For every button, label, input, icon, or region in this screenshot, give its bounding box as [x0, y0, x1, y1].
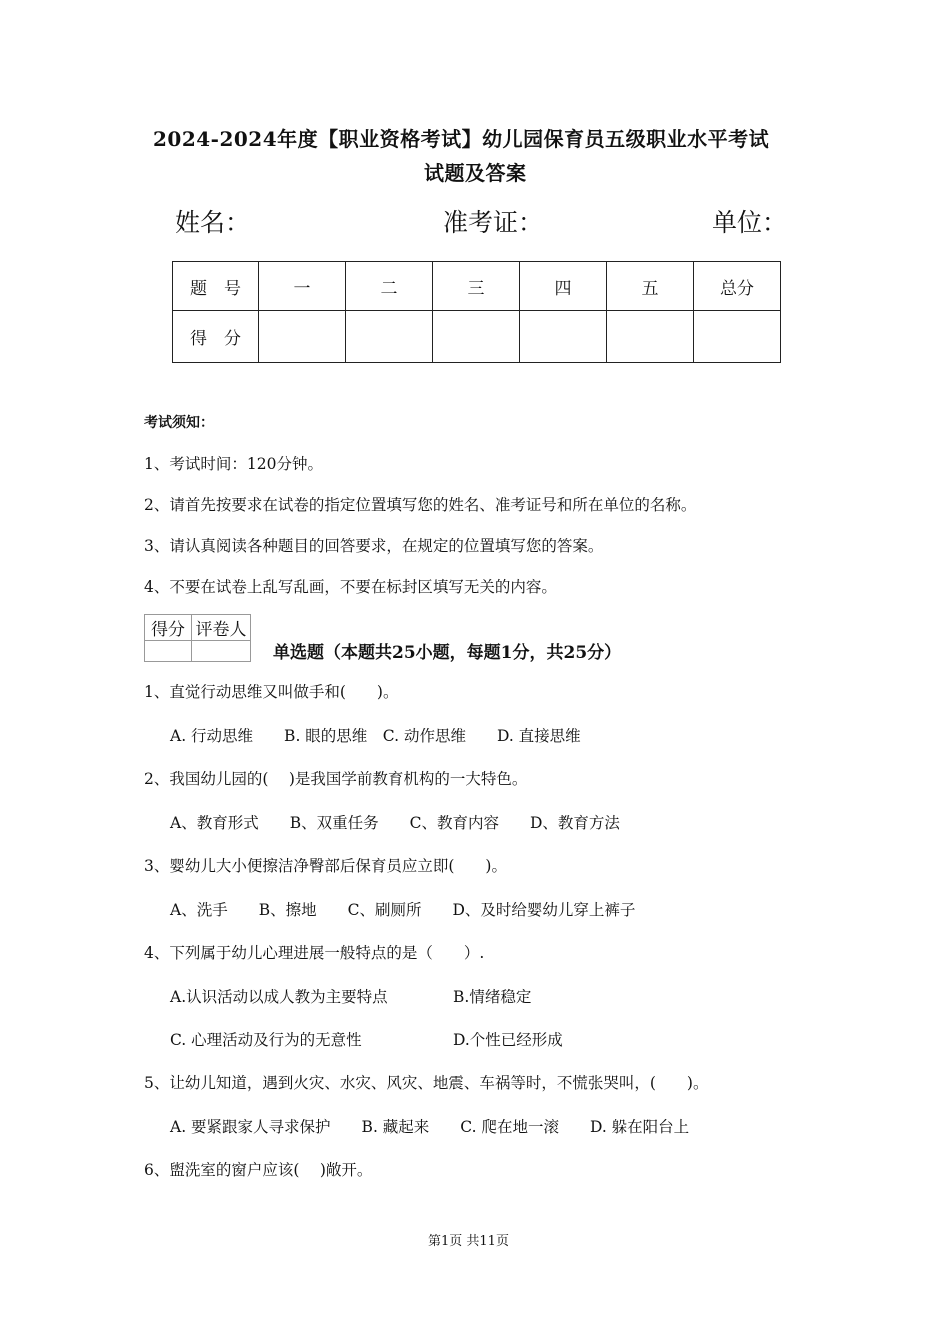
question-2: 2、我国幼儿园的( )是我国学前教育机构的一大特色。	[144, 770, 528, 788]
grader-score-label: 得分	[145, 615, 192, 641]
options-5: A. 要紧跟家人寻求保护 B. 藏起来 C. 爬在地一滚 D. 躲在阳台上	[170, 1118, 690, 1136]
options-3: A、洗手 B、擦地 C、刷厕所 D、及时给婴幼儿穿上裤子	[170, 901, 636, 919]
options-1: A. 行动思维 B. 眼的思维 C. 动作思维 D. 直接思维	[170, 727, 581, 745]
score-table-score-row	[173, 311, 781, 363]
score-table-cell: 一	[259, 262, 346, 311]
score-blank-cell[interactable]	[346, 311, 433, 363]
score-table-cell: 四	[520, 262, 607, 311]
question-5: 5、让幼儿知道，遇到火灾、水灾、风灾、地震、车祸等时，不慌张哭叫，( )。	[144, 1074, 709, 1092]
question-1: 1、直觉行动思维又叫做手和( )。	[144, 683, 399, 701]
score-table-cell: 得 分	[173, 311, 259, 363]
notice-item: 2、请首先按要求在试卷的指定位置填写您的姓名、准考证号和所在单位的名称。	[144, 496, 697, 514]
exam-id-label: 准考证：	[443, 208, 544, 237]
unit-label: 单位：	[712, 208, 788, 237]
score-table-cell: 二	[346, 262, 433, 311]
option-4b: B.情绪稳定	[453, 988, 532, 1006]
notice-item: 3、请认真阅读各种题目的回答要求，在规定的位置填写您的答案。	[144, 537, 604, 555]
score-blank-cell[interactable]	[259, 311, 346, 363]
question-6: 6、盥洗室的窗户应该( )敞开。	[144, 1161, 373, 1179]
grader-box	[144, 614, 251, 662]
options-2: A、教育形式 B、双重任务 C、教育内容 D、教育方法	[170, 814, 620, 832]
option-4d: D.个性已经形成	[453, 1031, 563, 1049]
score-blank-cell[interactable]	[607, 311, 694, 363]
score-table-cell: 三	[433, 262, 520, 311]
page-footer: 第1页 共11页	[428, 1234, 509, 1249]
notice-item: 1、考试时间：120分钟。	[144, 455, 323, 473]
score-table-cell: 题 号	[173, 262, 259, 311]
grader-reviewer-label: 评卷人	[192, 615, 251, 641]
score-table-header-row	[173, 262, 781, 311]
score-blank-cell[interactable]	[694, 311, 781, 363]
name-label: 姓名：	[175, 208, 251, 237]
option-4c: C. 心理活动及行为的无意性	[170, 1031, 362, 1049]
question-4: 4、下列属于幼儿心理进展一般特点的是（ ）.	[144, 944, 485, 962]
score-table-cell: 五	[607, 262, 694, 311]
grader-score-blank[interactable]	[145, 641, 192, 662]
score-table	[172, 261, 781, 363]
notice-item: 4、不要在试卷上乱写乱画，不要在标封区填写无关的内容。	[144, 578, 557, 596]
option-4a: A.认识活动以成人教为主要特点	[170, 988, 388, 1006]
section-title: 单选题（本题共25小题，每题1分，共25分）	[273, 643, 622, 663]
notice-heading: 考试须知：	[144, 415, 214, 431]
question-3: 3、婴幼儿大小便擦洁净臀部后保育员应立即( )。	[144, 857, 507, 875]
grader-reviewer-blank[interactable]	[192, 641, 251, 662]
doc-title-line1: 2024-2024年度【职业资格考试】幼儿园保育员五级职业水平考试	[153, 127, 770, 151]
score-blank-cell[interactable]	[433, 311, 520, 363]
score-table-cell: 总分	[694, 262, 781, 311]
score-blank-cell[interactable]	[520, 311, 607, 363]
doc-title-line2: 试题及答案	[424, 161, 527, 185]
